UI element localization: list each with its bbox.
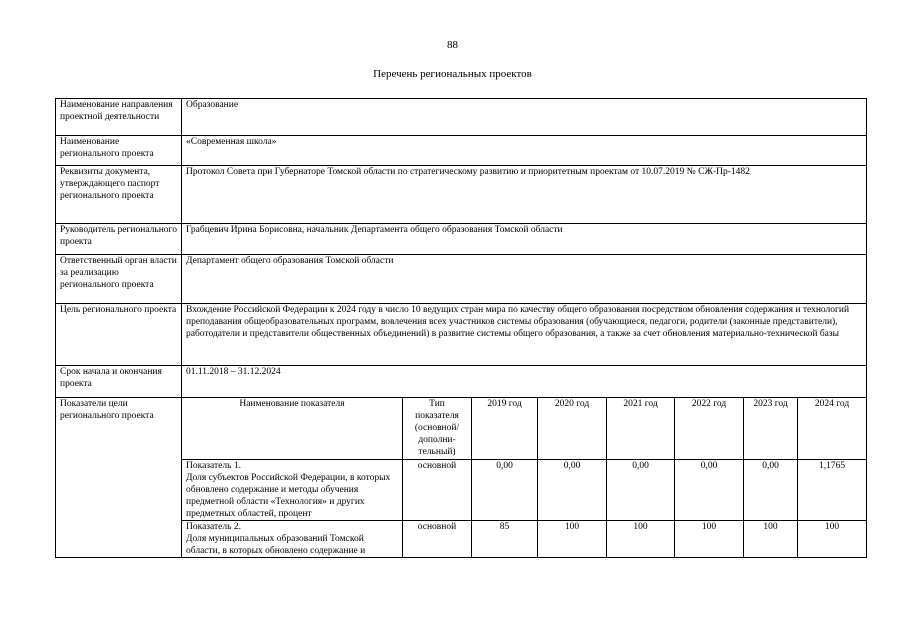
indicators-header-row <box>56 398 867 460</box>
value-2021: 100 <box>607 521 675 558</box>
indicator-name: Показатель 1. Доля субъектов Российской Федерации, в которых обновлено содержание и методы обучения предметной области «Технология» и других предметных областей, процент <box>182 460 403 521</box>
row-label: Цель регионального проекта <box>56 304 182 366</box>
row-value: Грабцевич Ирина Борисовна, начальник Департамента общего образования Томской области <box>182 224 867 255</box>
value-2022: 100 <box>675 521 744 558</box>
regional-projects-table <box>55 98 867 558</box>
row-value: Протокол Совета при Губернаторе Томской области по стратегическому развитию и приоритетным проектам от 10.07.2019 № СЖ-Пр-1482 <box>182 166 867 224</box>
header-2022: 2022 год <box>675 398 744 460</box>
indicator-name: Показатель 2. Доля муниципальных образований Томской области, в которых обновлено содержание и <box>182 521 403 558</box>
row-value: Вхождение Российской Федерации к 2024 году в число 10 ведущих стран мира по качеству общего образования посредством обновления содержания и технологий преподавания общеобразовательных программ, вовлечения всех участников системы образования (обучающиеся, педагоги, родители (законные представители), работодатели и представители общественных объединений) в развитие системы общего образования, а также за счет обновления материально-технической базы <box>182 304 867 366</box>
table-row <box>56 224 867 255</box>
row-label: Наименование регионального проекта <box>56 136 182 166</box>
header-indicator-name: Наименование показателя <box>182 398 403 460</box>
table-row <box>56 304 867 366</box>
page-number: 88 <box>447 39 458 51</box>
row-label: Реквизиты документа, утверждающего паспорт регионального проекта <box>56 166 182 224</box>
table-row <box>56 255 867 304</box>
indicator-type: основной <box>403 521 472 558</box>
value-2019: 85 <box>472 521 538 558</box>
header-indicator-type: Тип показателя (основной/ дополни-тельный) <box>403 398 472 460</box>
value-2023: 100 <box>744 521 798 558</box>
value-2020: 0,00 <box>538 460 607 521</box>
header-2024: 2024 год <box>798 398 867 460</box>
value-2022: 0,00 <box>675 460 744 521</box>
header-2021: 2021 год <box>607 398 675 460</box>
header-2019: 2019 год <box>472 398 538 460</box>
row-label: Ответственный орган власти за реализацию регионального проекта <box>56 255 182 304</box>
value-2024: 1,1765 <box>798 460 867 521</box>
document-title: Перечень региональных проектов <box>373 68 532 80</box>
header-2023: 2023 год <box>744 398 798 460</box>
row-label: Руководитель регионального проекта <box>56 224 182 255</box>
value-2020: 100 <box>538 521 607 558</box>
table-row <box>56 366 867 398</box>
row-label: Срок начала и окончания проекта <box>56 366 182 398</box>
table-row <box>56 166 867 224</box>
table-row <box>56 136 867 166</box>
value-2023: 0,00 <box>744 460 798 521</box>
indicator-type: основной <box>403 460 472 521</box>
row-value: Департамент общего образования Томской области <box>182 255 867 304</box>
value-2019: 0,00 <box>472 460 538 521</box>
row-value: 01.11.2018 – 31.12.2024 <box>182 366 867 398</box>
indicators-label: Показатели цели регионального проекта <box>56 398 182 558</box>
row-value: Образование <box>182 99 867 136</box>
row-label: Наименование направления проектной деятельности <box>56 99 182 136</box>
table-row <box>56 99 867 136</box>
value-2024: 100 <box>798 521 867 558</box>
header-2020: 2020 год <box>538 398 607 460</box>
value-2021: 0,00 <box>607 460 675 521</box>
row-value: «Современная школа» <box>182 136 867 166</box>
